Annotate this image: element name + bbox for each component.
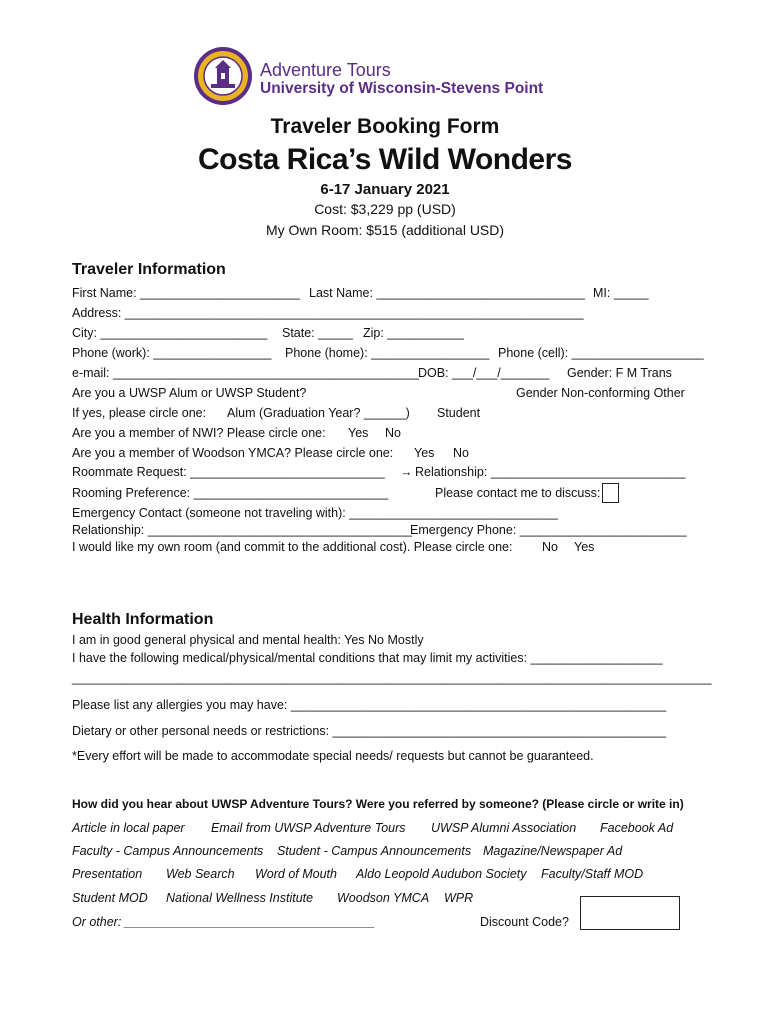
referral-option[interactable]: Web Search (166, 867, 235, 881)
phone-work-field[interactable]: Phone (work): _________________ (72, 346, 272, 360)
ymca-question: Are you a member of Woodson YMCA? Please circle one: (72, 446, 394, 460)
referral-option[interactable]: Student MOD (72, 891, 148, 905)
referral-option[interactable]: Word of Mouth (255, 867, 337, 881)
phone-home-field[interactable]: Phone (home): _________________ (285, 346, 490, 360)
other-referral-field[interactable]: Or other: ____________________________________ (72, 915, 376, 929)
rooming-preference-field[interactable]: Rooming Preference: ____________________________ (72, 486, 389, 500)
referral-option[interactable]: WPR (444, 891, 474, 905)
trip-cost: Cost: $3,229 pp (USD) (314, 201, 456, 217)
emergency-contact-field[interactable]: Emergency Contact (someone not traveling with): ______________________________ (72, 506, 558, 520)
contact-discuss-checkbox[interactable] (602, 483, 619, 503)
email-field[interactable]: e-mail: ____________________________________________ (72, 366, 419, 380)
roommate-field[interactable]: Roommate Request: ____________________________ (72, 465, 385, 479)
referral-option[interactable]: Student - Campus Announcements (277, 844, 472, 858)
phone-cell-field[interactable]: Phone (cell): ___________________ (498, 346, 704, 360)
own-room-no-option[interactable]: No (542, 540, 558, 554)
referral-question: How did you hear about UWSP Adventure Tours? Were you referred by someone? (Please circle or write in) (72, 797, 684, 811)
contact-discuss-label: Please contact me to discuss: (435, 486, 601, 500)
alum-question: Are you a UWSP Alum or UWSP Student? (72, 386, 307, 400)
traveler-heading: Traveler Information (72, 261, 226, 278)
university-name: University of Wisconsin-Stevens Point (260, 80, 544, 97)
own-room-question: I would like my own room (and commit to the additional cost). Please circle one: (72, 540, 513, 554)
address-field[interactable]: Address: __________________________________________________________________ (72, 306, 584, 320)
good-health-question[interactable]: I am in good general physical and mental health: Yes No Mostly (72, 633, 424, 647)
arrow-right-icon: → (400, 465, 413, 479)
referral-option[interactable]: Presentation (72, 867, 143, 881)
trip-title: Costa Rica’s Wild Wonders (198, 143, 572, 176)
nwi-no-option[interactable]: No (385, 426, 401, 440)
trip-dates: 6-17 January 2021 (320, 181, 450, 198)
discount-code-input[interactable] (580, 896, 680, 930)
conditions-line[interactable]: ____________________________________________________________________________________________ (72, 671, 712, 685)
discount-code-label: Discount Code? (480, 915, 569, 929)
alum-option[interactable]: Alum (Graduation Year? ______) (227, 406, 410, 420)
referral-option[interactable]: Facebook Ad (600, 821, 674, 835)
referral-option[interactable]: Woodson YMCA (337, 891, 430, 905)
own-room-cost: My Own Room: $515 (additional USD) (265, 222, 505, 238)
first-name-field[interactable]: First Name: _______________________ (72, 286, 300, 300)
special-needs-note: *Every effort will be made to accommodate special needs/ requests but cannot be guaranteed. (72, 749, 594, 763)
if-yes-label: If yes, please circle one: (72, 406, 207, 420)
referral-option[interactable]: Faculty/Staff MOD (541, 867, 644, 881)
health-heading: Health Information (72, 611, 214, 628)
referral-option[interactable]: National Wellness Institute (166, 891, 314, 905)
gender-options-2[interactable]: Gender Non-conforming Other (516, 386, 685, 400)
ymca-no-option[interactable]: No (453, 446, 469, 460)
university-seal-icon (193, 46, 253, 106)
referral-option[interactable]: Article in local paper (72, 821, 185, 835)
referral-option[interactable]: Magazine/Newspaper Ad (483, 844, 623, 858)
state-field[interactable]: State: _____ (282, 326, 353, 340)
referral-option[interactable]: Faculty - Campus Announcements (72, 844, 264, 858)
form-title: Traveler Booking Form (270, 115, 500, 138)
ymca-yes-option[interactable]: Yes (414, 446, 435, 460)
mi-field[interactable]: MI: _____ (593, 286, 649, 300)
conditions-field[interactable]: I have the following medical/physical/mental conditions that may limit my activities: ___________________ (72, 651, 663, 665)
emergency-phone-field[interactable]: Emergency Phone: ________________________ (410, 523, 687, 537)
zip-field[interactable]: Zip: ___________ (363, 326, 464, 340)
nwi-yes-option[interactable]: Yes (348, 426, 369, 440)
nwi-question: Are you a member of NWI? Please circle one: (72, 426, 326, 440)
dietary-field[interactable]: Dietary or other personal needs or restrictions: ________________________________________________ (72, 724, 667, 738)
referral-option[interactable]: Aldo Leopold Audubon Society (356, 867, 527, 881)
student-option[interactable]: Student (437, 406, 481, 420)
own-room-yes-option[interactable]: Yes (574, 540, 595, 554)
allergies-field[interactable]: Please list any allergies you may have: ______________________________________________________ (72, 698, 667, 712)
referral-option[interactable]: UWSP Alumni Association (431, 821, 577, 835)
emergency-relationship-field[interactable]: Relationship: ______________________________________ (72, 523, 412, 537)
last-name-field[interactable]: Last Name: ______________________________ (309, 286, 585, 300)
relationship-field[interactable]: Relationship: ____________________________ (415, 465, 686, 479)
city-field[interactable]: City: ________________________ (72, 326, 268, 340)
referral-option[interactable]: Email from UWSP Adventure Tours (211, 821, 406, 835)
dob-field[interactable]: DOB: ___/___/_______ (418, 366, 550, 380)
gender-options[interactable]: Gender: F M Trans (567, 366, 672, 380)
brand-name: Adventure Tours (260, 60, 391, 80)
